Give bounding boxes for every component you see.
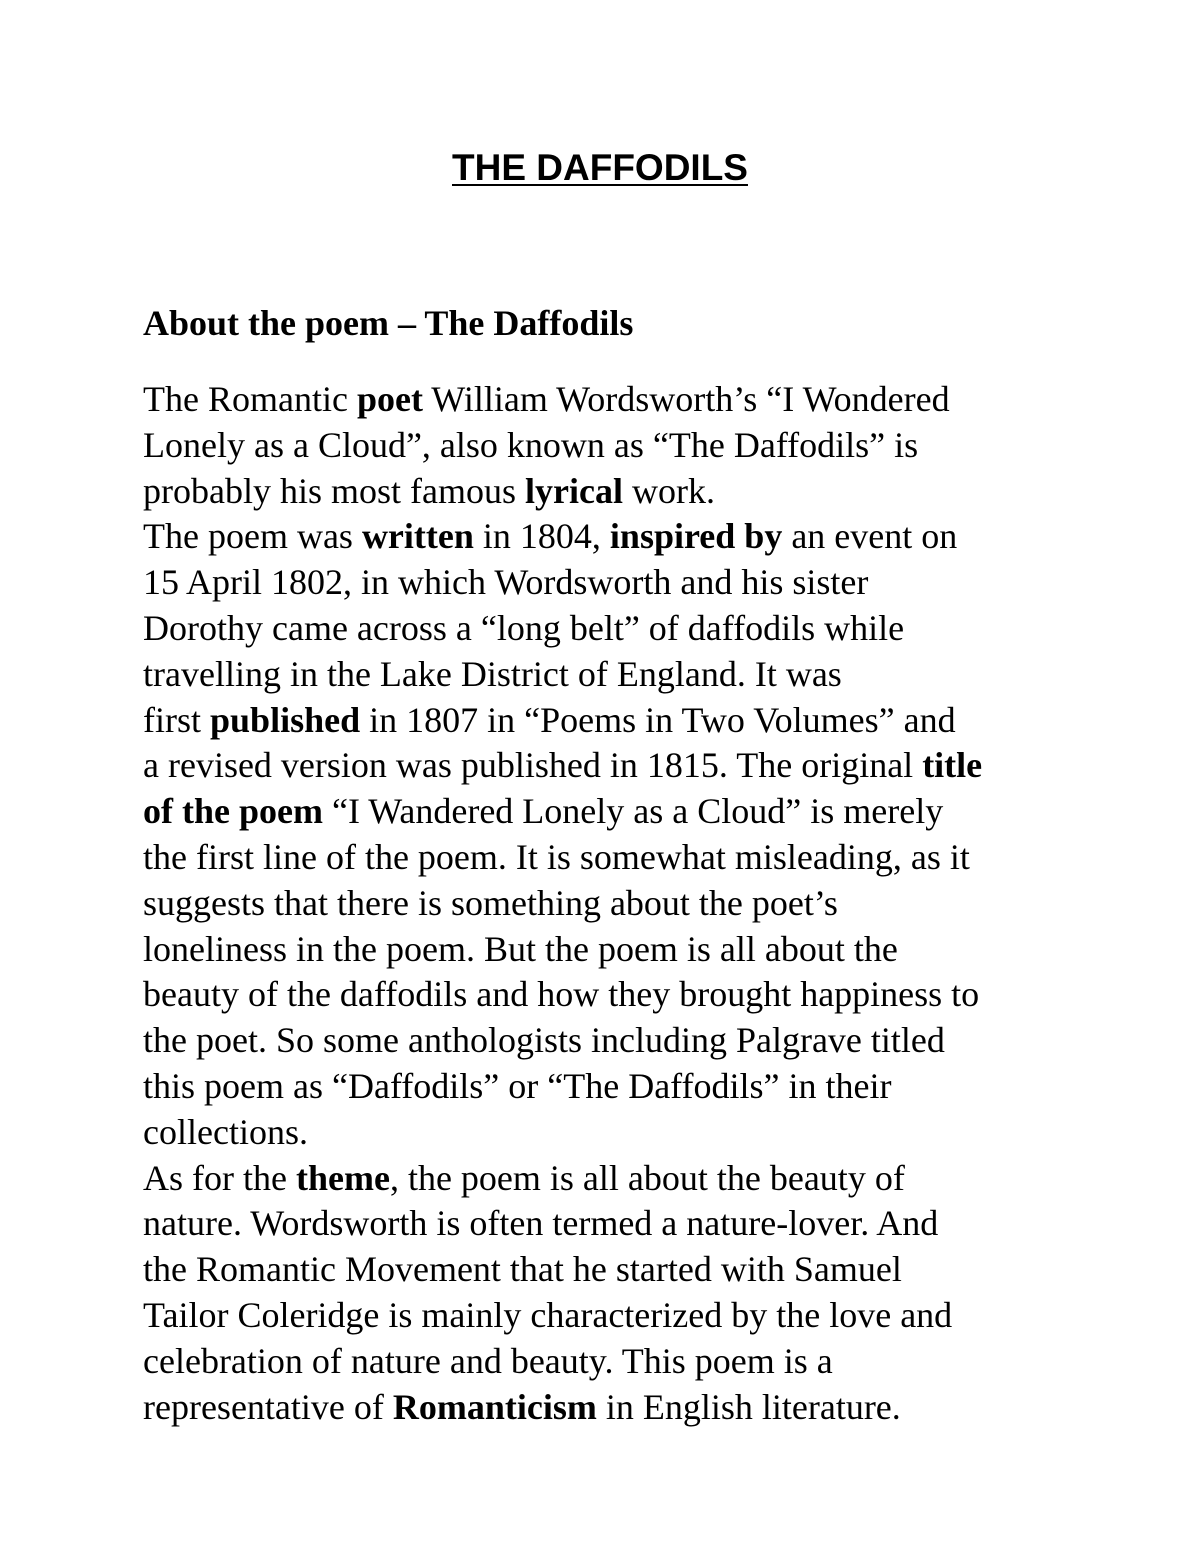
text-line (143, 698, 1143, 744)
bold-term: Romanticism (392, 1386, 597, 1427)
text-run: the poet. So some anthologists including Palgrave titled (143, 1020, 945, 1061)
text-line (143, 1201, 1143, 1247)
text-run: The poem was (143, 516, 362, 557)
text-line (143, 652, 1143, 698)
text-line (143, 789, 1143, 835)
text-line (143, 1385, 1143, 1431)
document-title-text: THE DAFFODILS (452, 147, 748, 188)
text-line (143, 1110, 1143, 1156)
text-run: celebration of nature and beauty. This poem is a (143, 1340, 833, 1381)
text-run: Tailor Coleridge is mainly characterized by the love and (143, 1294, 953, 1335)
text-run: an event on (782, 516, 958, 557)
text-run: in 1804, (473, 516, 610, 557)
text-run: beauty of the daffodils and how they brought happiness to (143, 974, 980, 1015)
text-line (143, 377, 1143, 423)
bold-term: inspired by (609, 516, 783, 557)
text-line (143, 835, 1143, 881)
bold-term: of the poem (143, 791, 323, 832)
bold-term: lyrical (524, 470, 623, 511)
text-line (143, 743, 1143, 789)
text-run: a revised version was published in 1815. The original (143, 745, 923, 786)
text-run: in 1807 in “Poems in Two Volumes” and (360, 699, 956, 740)
text-run: “I Wandered Lonely as a Cloud” is merely (322, 791, 944, 832)
text-run: work. (622, 470, 715, 511)
text-run: As for the (143, 1157, 296, 1198)
body-paragraph (143, 377, 1143, 1430)
text-run: William Wordsworth’s “I Wondered (422, 379, 950, 419)
text-line (143, 1064, 1143, 1110)
text-line (143, 927, 1143, 973)
text-line (143, 1339, 1143, 1385)
text-line (143, 881, 1143, 927)
text-line (143, 560, 1143, 606)
text-run: travelling in the Lake District of England. It was (143, 653, 842, 694)
text-run: the first line of the poem. It is somewhat misleading, as it (143, 836, 970, 877)
text-line (143, 1156, 1143, 1202)
text-run: Dorothy came across a “long belt” of daffodils while (143, 607, 905, 648)
bold-term: poet (356, 379, 423, 419)
text-run: this poem as “Daffodils” or “The Daffodils” in their (143, 1065, 892, 1106)
bold-term: theme (295, 1157, 390, 1198)
text-run: , the poem is all about the beauty of (389, 1157, 905, 1198)
bold-term: written (361, 516, 474, 557)
text-line (143, 1018, 1143, 1064)
text-run: probably his most famous (143, 470, 525, 511)
text-run: the Romantic Movement that he started with Samuel (143, 1249, 902, 1290)
text-run: collections. (143, 1111, 308, 1152)
text-run: Lonely as a Cloud”, also known as “The Daffodils” is (143, 424, 919, 465)
text-run: suggests that there is something about the poet’s (143, 882, 838, 923)
bold-term: published (210, 699, 361, 740)
text-line (143, 423, 1143, 469)
text-line (143, 972, 1143, 1018)
section-heading: About the poem – The Daffodils (143, 303, 634, 343)
text-run: loneliness in the poem. But the poem is all about the (143, 928, 898, 969)
document-title (0, 140, 1200, 196)
text-line (143, 469, 1143, 515)
bold-term: title (922, 745, 983, 786)
text-run: first (143, 699, 210, 740)
text-run: in English literature. (596, 1386, 901, 1427)
text-line (143, 606, 1143, 652)
text-run: The Romantic (143, 379, 357, 419)
text-line (143, 514, 1143, 560)
text-line (143, 1293, 1143, 1339)
text-run: nature. Wordsworth is often termed a nature-lover. And (143, 1203, 939, 1244)
text-run: representative of (143, 1386, 393, 1427)
text-line (143, 1247, 1143, 1293)
text-run: 15 April 1802, in which Wordsworth and his sister (143, 562, 869, 603)
